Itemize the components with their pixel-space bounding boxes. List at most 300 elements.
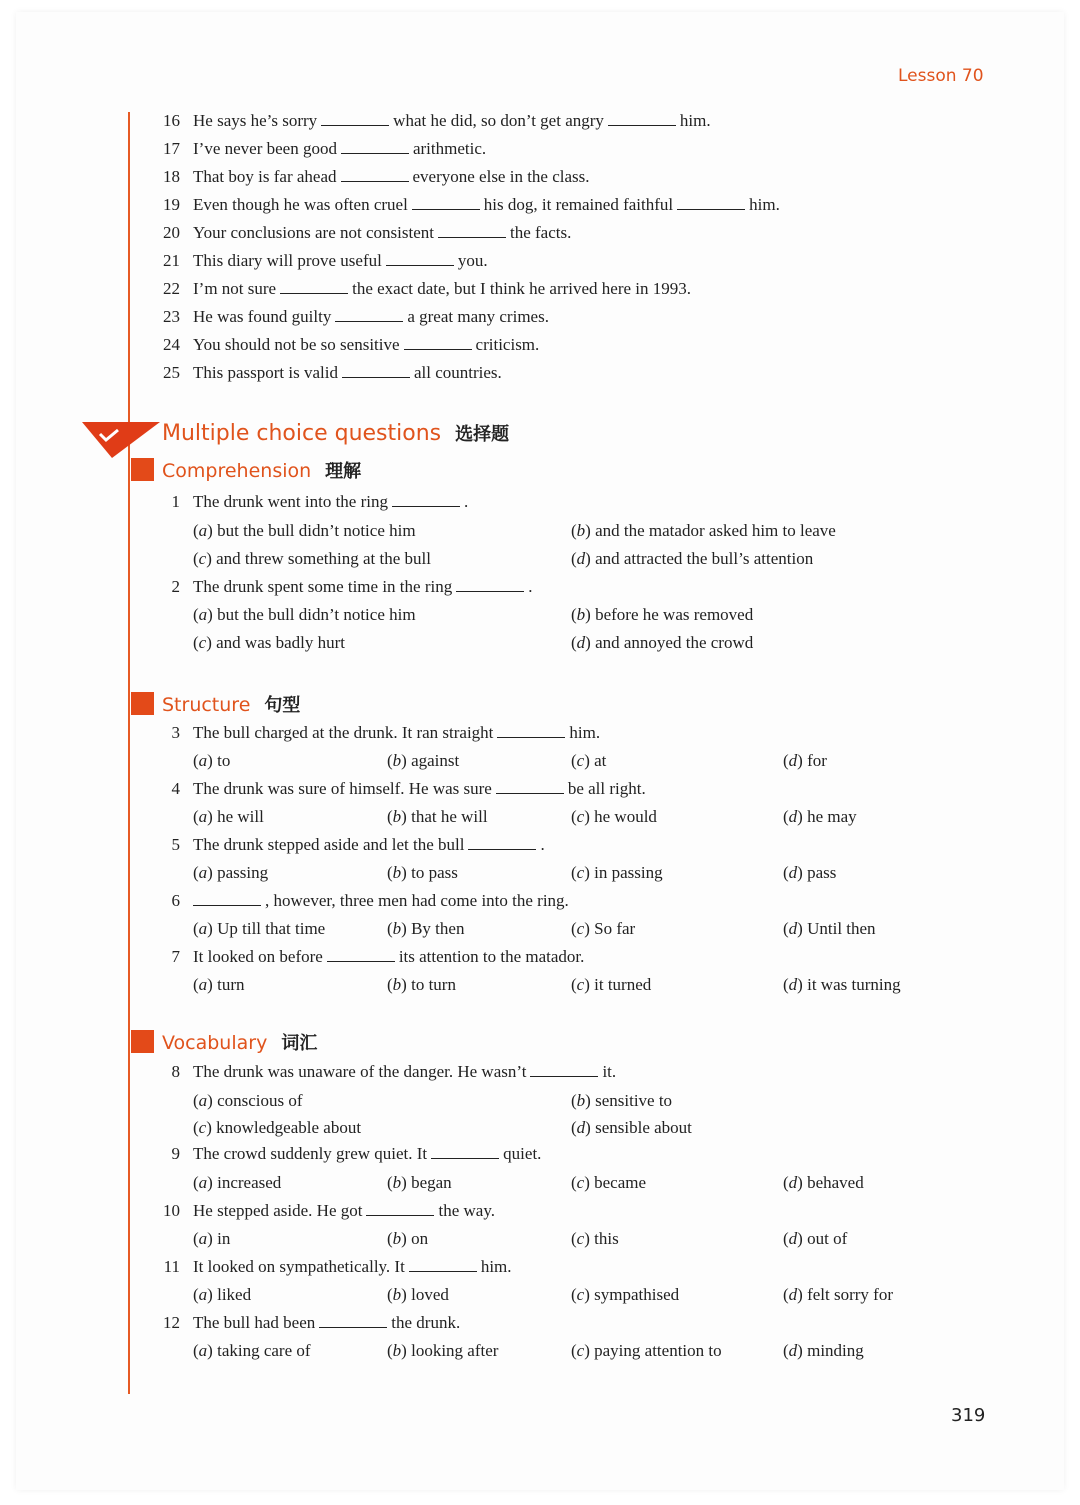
item-text-part: criticism.	[475, 335, 540, 354]
option-label: (c)	[193, 633, 212, 652]
item-text-part: Even though he was often cruel	[193, 195, 408, 214]
item-text-part: a great many crimes.	[407, 307, 549, 326]
answer-blank[interactable]	[342, 363, 410, 378]
option-label: (a)	[193, 1091, 213, 1110]
answer-blank[interactable]	[496, 779, 564, 794]
item-text-part: him.	[679, 111, 711, 130]
question-text	[193, 1312, 460, 1334]
answer-blank[interactable]	[404, 335, 472, 350]
question-text-before: The drunk was unaware of the danger. He wasn’t	[193, 1062, 527, 1081]
answer-option[interactable]	[193, 1284, 251, 1306]
answer-option[interactable]	[387, 750, 459, 772]
answer-option[interactable]	[193, 548, 431, 570]
question-text-before: It looked on sympathetically. It	[193, 1257, 405, 1276]
answer-option[interactable]	[783, 974, 901, 996]
option-letter: d	[788, 751, 798, 770]
answer-blank[interactable]	[497, 723, 565, 738]
option-letter: c	[576, 1285, 585, 1304]
item-text	[193, 250, 488, 272]
item-text-part: Your conclusions are not consistent	[193, 223, 434, 242]
structure-heading	[162, 691, 300, 717]
option-text: behaved	[807, 1173, 864, 1192]
item-text	[193, 362, 502, 384]
vocabulary-title-cn: 词汇	[281, 1033, 318, 1054]
option-text: out of	[807, 1229, 848, 1248]
answer-option[interactable]	[387, 806, 488, 828]
option-text: increased	[217, 1173, 282, 1192]
question-text-after: it.	[602, 1062, 617, 1081]
option-letter: c	[198, 549, 207, 568]
answer-option[interactable]	[193, 1117, 361, 1139]
option-letter: d	[788, 1285, 798, 1304]
question-text-before: The crowd suddenly grew quiet. It	[193, 1144, 428, 1163]
option-label: (a)	[193, 1229, 213, 1248]
answer-blank[interactable]	[456, 577, 524, 592]
option-letter: c	[576, 807, 585, 826]
answer-option[interactable]	[783, 918, 876, 940]
answer-option[interactable]	[783, 1340, 864, 1362]
question-text-after: the way.	[438, 1201, 495, 1220]
option-text: knowledgeable about	[216, 1118, 362, 1137]
question-text-after: , however, three men had come into the ring.	[265, 891, 569, 910]
section-heading	[162, 420, 509, 446]
option-text: and attracted the bull’s attention	[595, 549, 814, 568]
item-text	[193, 278, 691, 300]
answer-blank[interactable]	[341, 139, 409, 154]
option-text: it was turning	[807, 975, 901, 994]
option-letter: a	[198, 751, 208, 770]
option-text: passing	[217, 863, 269, 882]
option-text: By then	[411, 919, 465, 938]
option-label: (d)	[783, 919, 803, 938]
option-label: (b)	[387, 1229, 407, 1248]
answer-option[interactable]	[571, 806, 657, 828]
item-text-part: him.	[749, 195, 780, 214]
option-text: against	[411, 751, 460, 770]
option-text: it turned	[594, 975, 652, 994]
option-label: (a)	[193, 751, 213, 770]
option-label: (d)	[571, 633, 591, 652]
answer-option[interactable]	[193, 1172, 281, 1194]
option-text: for	[807, 751, 827, 770]
answer-blank[interactable]	[392, 492, 460, 507]
option-letter: c	[576, 919, 585, 938]
option-text: this	[594, 1229, 619, 1248]
question-text	[193, 576, 532, 598]
option-label: (c)	[571, 1285, 590, 1304]
answer-blank[interactable]	[321, 111, 389, 126]
answer-option[interactable]	[571, 750, 606, 772]
question-text-after: quiet.	[503, 1144, 542, 1163]
option-letter: d	[576, 633, 586, 652]
question-text-after: him.	[480, 1257, 512, 1276]
margin-rule	[128, 112, 130, 1394]
answer-blank[interactable]	[341, 167, 409, 182]
question-text	[193, 1200, 495, 1222]
lesson-label: Lesson 70	[898, 66, 984, 86]
option-text: conscious of	[217, 1091, 303, 1110]
option-label: (c)	[571, 1341, 590, 1360]
option-text: at	[594, 751, 607, 770]
answer-blank[interactable]	[366, 1201, 434, 1216]
option-letter: d	[788, 1173, 798, 1192]
question-text-after: .	[464, 492, 469, 511]
question-text	[193, 890, 569, 912]
item-number: 21	[163, 251, 180, 270]
answer-blank[interactable]	[438, 223, 506, 238]
option-letter: b	[576, 1091, 586, 1110]
question-text	[193, 946, 584, 968]
option-letter: b	[392, 863, 402, 882]
option-text: felt sorry for	[807, 1285, 894, 1304]
question-number: 7	[171, 947, 180, 966]
answer-blank[interactable]	[280, 279, 348, 294]
answer-option[interactable]	[783, 1172, 864, 1194]
option-text: began	[411, 1173, 452, 1192]
question-text-before: The drunk stepped aside and let the bull	[193, 835, 465, 854]
option-letter: c	[576, 1229, 585, 1248]
option-letter: b	[392, 807, 402, 826]
answer-option[interactable]	[193, 1090, 303, 1112]
option-letter: a	[198, 975, 208, 994]
option-label: (b)	[387, 863, 407, 882]
answer-option[interactable]	[193, 604, 416, 626]
option-letter: d	[576, 549, 586, 568]
option-letter: a	[198, 605, 208, 624]
answer-blank[interactable]	[677, 195, 745, 210]
answer-option[interactable]	[193, 918, 325, 940]
vocabulary-heading	[162, 1029, 317, 1055]
option-label: (a)	[193, 863, 213, 882]
option-text: and threw something at the bull	[216, 549, 431, 568]
option-text: and the matador asked him to leave	[595, 521, 836, 540]
option-text: to pass	[411, 863, 458, 882]
question-text	[193, 1143, 541, 1165]
option-letter: a	[198, 1173, 208, 1192]
item-text-part: He says he’s sorry	[193, 111, 318, 130]
answer-option[interactable]	[571, 918, 635, 940]
item-text-part: you.	[457, 251, 488, 270]
option-letter: c	[576, 1173, 585, 1192]
question-number: 1	[171, 492, 180, 511]
option-text: sensitive to	[595, 1091, 673, 1110]
item-text-part: This passport is valid	[193, 363, 338, 382]
answer-option[interactable]	[571, 548, 813, 570]
option-label: (b)	[387, 1341, 407, 1360]
answer-blank[interactable]	[468, 835, 536, 850]
answer-blank[interactable]	[409, 1257, 477, 1272]
item-number: 20	[163, 223, 180, 242]
question-number: 11	[163, 1257, 180, 1276]
option-label: (b)	[571, 521, 591, 540]
option-letter: b	[392, 751, 402, 770]
answer-option[interactable]	[571, 862, 663, 884]
option-label: (a)	[193, 1173, 213, 1192]
structure-title: Structure	[162, 694, 251, 716]
option-text: he would	[594, 807, 657, 826]
item-text-part: his dog, it remained faithful	[483, 195, 674, 214]
item-text-part: all countries.	[413, 363, 502, 382]
answer-option[interactable]	[193, 520, 416, 542]
answer-option[interactable]	[571, 520, 836, 542]
item-text-part: This diary will prove useful	[193, 251, 382, 270]
option-text: Up till that time	[217, 919, 326, 938]
option-letter: d	[576, 1118, 586, 1137]
answer-option[interactable]	[387, 1172, 452, 1194]
question-text-before: The drunk spent some time in the ring	[193, 577, 453, 596]
question-number: 5	[171, 835, 180, 854]
option-text: and annoyed the crowd	[595, 633, 754, 652]
item-text-part: That boy is far ahead	[193, 167, 337, 186]
comprehension-title-cn: 理解	[325, 461, 362, 482]
answer-option[interactable]	[387, 862, 458, 884]
answer-option[interactable]	[571, 1090, 672, 1112]
option-letter: c	[576, 1341, 585, 1360]
question-text-before: It looked on before	[193, 947, 323, 966]
answer-option[interactable]	[783, 750, 827, 772]
answer-option[interactable]	[193, 974, 244, 996]
option-label: (d)	[571, 1118, 591, 1137]
structure-title-cn: 句型	[264, 695, 301, 716]
answer-blank[interactable]	[431, 1144, 499, 1159]
option-letter: b	[392, 975, 402, 994]
option-text: he may	[807, 807, 857, 826]
question-text	[193, 491, 468, 513]
answer-option[interactable]	[571, 974, 651, 996]
question-text	[193, 1061, 616, 1083]
option-letter: b	[392, 919, 402, 938]
answer-blank[interactable]	[386, 251, 454, 266]
item-text	[193, 166, 590, 188]
question-text-after: him.	[569, 723, 601, 742]
question-number: 12	[163, 1313, 180, 1332]
option-label: (d)	[783, 751, 803, 770]
item-text-part: You should not be so sensitive	[193, 335, 400, 354]
option-text: before he was removed	[595, 605, 754, 624]
option-text: taking care of	[217, 1341, 311, 1360]
item-text	[193, 222, 571, 244]
option-text: he will	[217, 807, 264, 826]
option-letter: d	[788, 863, 798, 882]
option-label: (d)	[783, 1229, 803, 1248]
question-text-after: be all right.	[567, 779, 646, 798]
question-text-before: He stepped aside. He got	[193, 1201, 363, 1220]
item-number: 22	[163, 279, 180, 298]
checkmark-badge-icon	[82, 420, 162, 460]
answer-blank[interactable]	[335, 307, 403, 322]
option-letter: c	[576, 863, 585, 882]
answer-blank[interactable]	[412, 195, 480, 210]
answer-blank[interactable]	[530, 1062, 598, 1077]
answer-option[interactable]	[387, 1284, 449, 1306]
item-number: 16	[163, 111, 180, 130]
option-letter: b	[392, 1229, 402, 1248]
answer-option[interactable]	[387, 1228, 428, 1250]
option-text: in	[217, 1229, 231, 1248]
answer-option[interactable]	[193, 806, 264, 828]
option-letter: a	[198, 1229, 208, 1248]
item-text-part: the exact date, but I think he arrived here in 1993.	[352, 279, 692, 298]
option-text: in passing	[594, 863, 663, 882]
item-number: 17	[163, 139, 180, 158]
section-marker	[131, 458, 154, 481]
question-text	[193, 1256, 512, 1278]
question-text-after: its attention to the matador.	[398, 947, 585, 966]
option-label: (c)	[571, 863, 590, 882]
option-label: (b)	[387, 1285, 407, 1304]
answer-option[interactable]	[783, 806, 857, 828]
option-label: (d)	[783, 975, 803, 994]
question-text-after: the drunk.	[391, 1313, 461, 1332]
option-text: pass	[807, 863, 837, 882]
question-number: 6	[171, 891, 180, 910]
question-text-before: The bull charged at the drunk. It ran straight	[193, 723, 494, 742]
option-letter: d	[788, 807, 798, 826]
answer-option[interactable]	[387, 974, 456, 996]
answer-option[interactable]	[783, 1284, 893, 1306]
item-number: 18	[163, 167, 180, 186]
question-text-before: The bull had been	[193, 1313, 316, 1332]
option-label: (b)	[571, 605, 591, 624]
option-letter: d	[788, 1341, 798, 1360]
answer-option[interactable]	[783, 1228, 847, 1250]
option-text: became	[594, 1173, 647, 1192]
option-text: turn	[217, 975, 245, 994]
answer-option[interactable]	[193, 750, 230, 772]
item-text-part: what he did, so don’t get angry	[393, 111, 604, 130]
answer-option[interactable]	[571, 1340, 722, 1362]
option-label: (c)	[571, 751, 590, 770]
question-text-before: The drunk was sure of himself. He was sure	[193, 779, 492, 798]
option-label: (b)	[387, 975, 407, 994]
item-number: 25	[163, 363, 180, 382]
answer-option[interactable]	[193, 1340, 311, 1362]
item-text-part: the facts.	[509, 223, 572, 242]
section-title-cn: 选择题	[455, 424, 510, 445]
option-label: (b)	[387, 807, 407, 826]
answer-option[interactable]	[193, 632, 345, 654]
answer-option[interactable]	[193, 862, 268, 884]
question-number: 2	[171, 577, 180, 596]
answer-option[interactable]	[571, 632, 753, 654]
section-marker	[131, 1030, 154, 1053]
option-label: (b)	[387, 1173, 407, 1192]
option-label: (c)	[571, 1229, 590, 1248]
answer-blank[interactable]	[608, 111, 676, 126]
question-text	[193, 778, 646, 800]
page-number: 319	[951, 1405, 986, 1426]
answer-option[interactable]	[571, 1228, 619, 1250]
answer-option[interactable]	[571, 1172, 646, 1194]
section-title: Multiple choice questions	[162, 421, 442, 446]
option-label: (b)	[387, 919, 407, 938]
item-text	[193, 194, 780, 216]
option-letter: a	[198, 863, 208, 882]
item-text-part: I’m not sure	[193, 279, 277, 298]
option-letter: a	[198, 807, 208, 826]
option-label: (b)	[571, 1091, 591, 1110]
question-number: 4	[171, 779, 180, 798]
option-text: Until then	[807, 919, 876, 938]
option-letter: b	[392, 1173, 402, 1192]
option-text: but the bull didn’t notice him	[217, 521, 416, 540]
option-label: (a)	[193, 919, 213, 938]
option-label: (d)	[571, 549, 591, 568]
option-label: (c)	[193, 1118, 212, 1137]
comprehension-heading	[162, 457, 361, 483]
option-letter: c	[576, 975, 585, 994]
option-label: (c)	[193, 549, 212, 568]
answer-option[interactable]	[571, 604, 753, 626]
option-text: sympathised	[594, 1285, 680, 1304]
option-label: (d)	[783, 807, 803, 826]
answer-option[interactable]	[387, 918, 464, 940]
question-text	[193, 834, 545, 856]
option-text: to turn	[411, 975, 456, 994]
section-marker	[131, 692, 154, 715]
option-letter: c	[198, 633, 207, 652]
option-label: (a)	[193, 807, 213, 826]
option-letter: a	[198, 1341, 208, 1360]
option-text: sensible about	[595, 1118, 692, 1137]
answer-option[interactable]	[571, 1284, 679, 1306]
option-label: (b)	[387, 751, 407, 770]
item-text-part: He was found guilty	[193, 307, 332, 326]
option-text: loved	[411, 1285, 449, 1304]
answer-option[interactable]	[571, 1117, 692, 1139]
item-number: 24	[163, 335, 180, 354]
option-letter: d	[788, 919, 798, 938]
option-label: (c)	[571, 807, 590, 826]
question-text-after: .	[528, 577, 533, 596]
answer-blank[interactable]	[327, 947, 395, 962]
answer-option[interactable]	[783, 862, 836, 884]
option-label: (d)	[783, 1173, 803, 1192]
option-text: on	[411, 1229, 429, 1248]
question-text-after: .	[540, 835, 545, 854]
option-text: paying attention to	[594, 1341, 722, 1360]
option-letter: b	[576, 521, 586, 540]
item-number: 19	[163, 195, 180, 214]
answer-blank[interactable]	[193, 891, 261, 906]
question-number: 3	[171, 723, 180, 742]
option-letter: d	[788, 1229, 798, 1248]
item-text	[193, 138, 486, 160]
option-letter: a	[198, 919, 208, 938]
question-text	[193, 722, 600, 744]
item-text-part: everyone else in the class.	[412, 167, 590, 186]
option-letter: d	[788, 975, 798, 994]
option-label: (a)	[193, 521, 213, 540]
answer-option[interactable]	[387, 1340, 498, 1362]
option-label: (d)	[783, 863, 803, 882]
option-text: looking after	[411, 1341, 499, 1360]
option-letter: b	[392, 1285, 402, 1304]
item-text-part: arithmetic.	[412, 139, 487, 158]
answer-option[interactable]	[193, 1228, 230, 1250]
question-text-before: The drunk went into the ring	[193, 492, 388, 511]
question-number: 9	[171, 1144, 180, 1163]
item-number: 23	[163, 307, 180, 326]
option-label: (a)	[193, 975, 213, 994]
item-text	[193, 334, 539, 356]
option-text: that he will	[411, 807, 488, 826]
option-letter: c	[576, 751, 585, 770]
answer-blank[interactable]	[319, 1313, 387, 1328]
comprehension-title: Comprehension	[162, 460, 312, 482]
option-letter: b	[576, 605, 586, 624]
option-letter: c	[198, 1118, 207, 1137]
